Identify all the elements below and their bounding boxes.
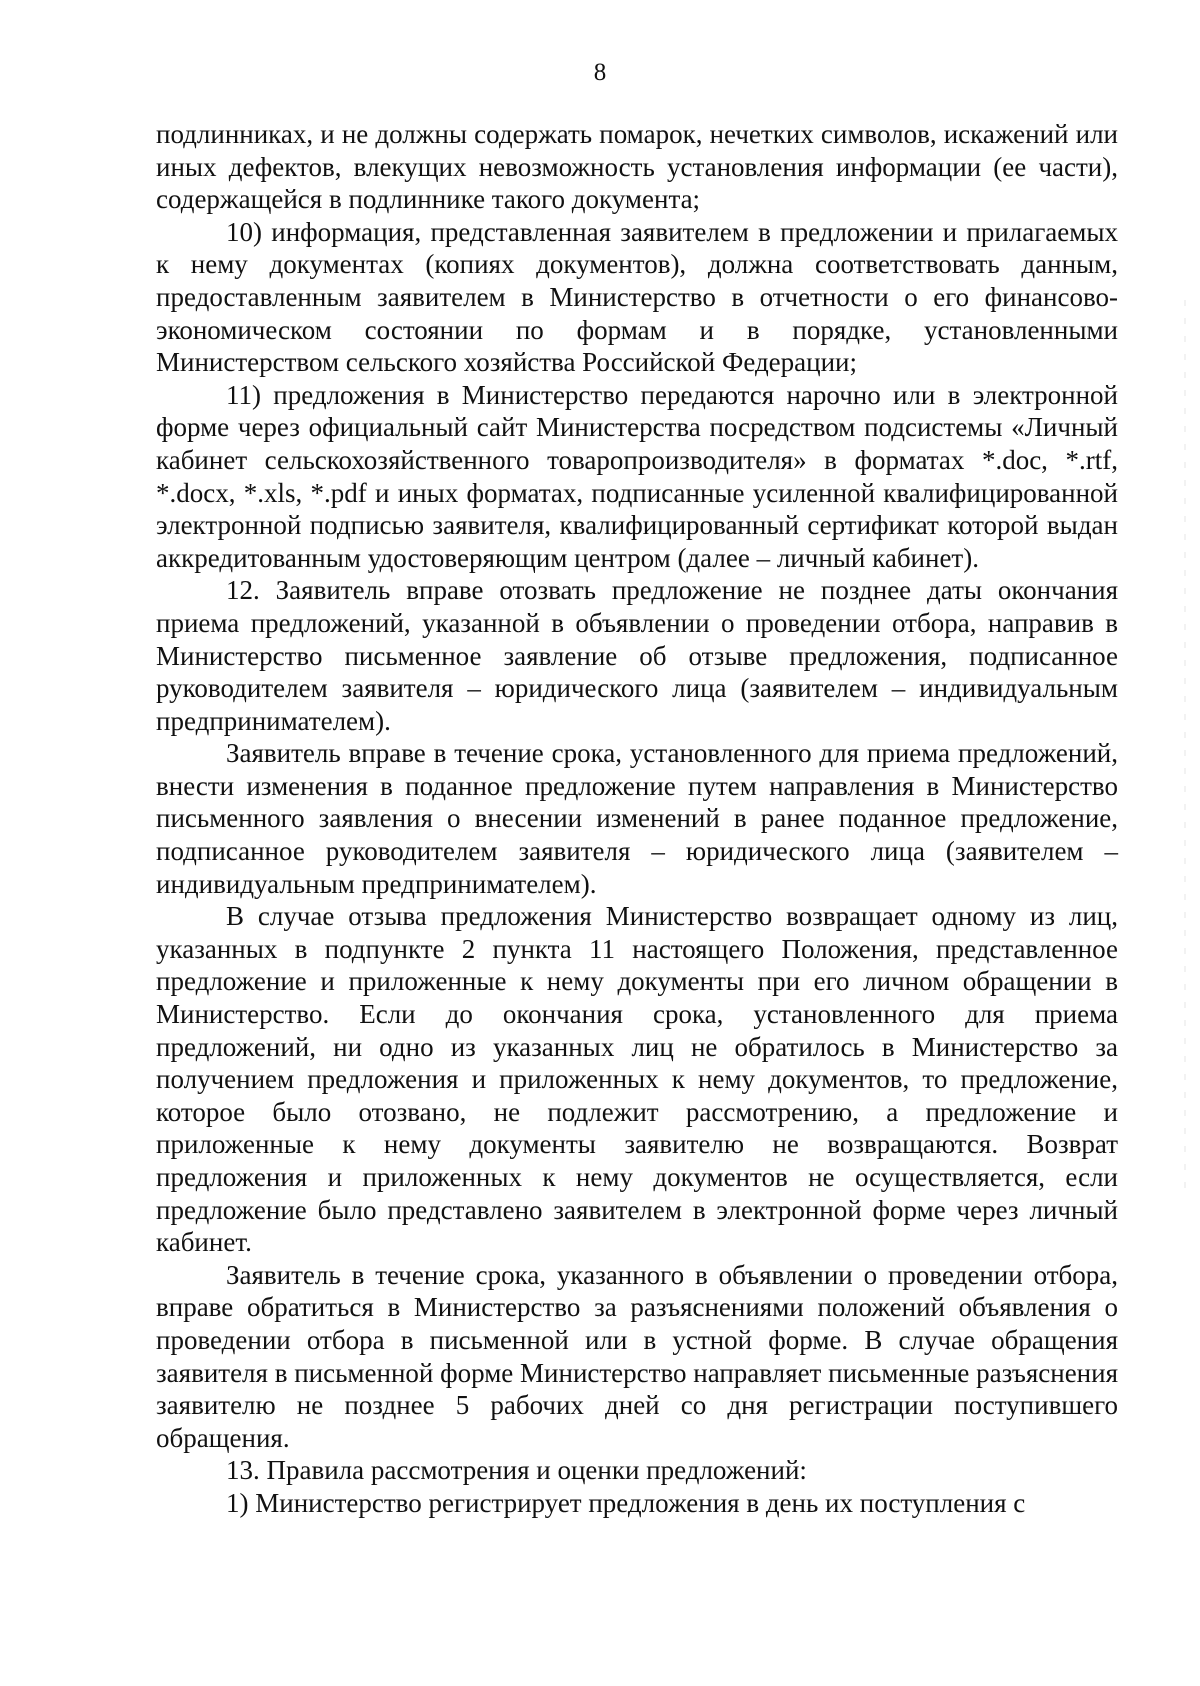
paragraph-section-12: 12. Заявитель вправе отозвать предложение не позднее даты окончания приема предложений, указанной в объявлении о проведении отбора, направив в Министерство письменное заявление об отзыве предложения, подписанное руководителем заявителя – юридического лица (заявителем – индивидуальным предпринимателем). xyxy=(156,575,1118,736)
paragraph-item-1: 1) Министерство регистрирует предложения в день их поступления с xyxy=(226,1487,1026,1518)
scan-edge-artifact xyxy=(1184,300,1186,1200)
paragraph-item-11: 11) предложения в Министерство передаются нарочно или в электронной форме через официальный сайт Министерства посредством подсистемы «Личный кабинет сельскохозяйственного товаропроизводителя» в форматах *.doc, *.rtf, *.docx, *.xls, *.pdf и иных форматах, подписанные усиленной квалифицированной электронной подписью заявителя, квалифицированный сертификат которой выдан аккредитованным удостоверяющим центром (далее – личный кабинет). xyxy=(156,379,1118,573)
paragraph-item-10: 10) информация, представленная заявителем в предложении и прилагаемых к нему документах (копиях документов), должна соответствовать данным, предоставленным заявителем в Министерство в отчетности о его финансово-экономическом состоянии по формам и в порядке, установленными Министерством сельского хозяйства Российской Федерации; xyxy=(156,216,1118,378)
paragraph-continuation: подлинниках, и не должны содержать помарок, нечетких символов, искажений или иных дефектов, влекущих невозможность установления информации (ее части), содержащейся в подлиннике такого документа; xyxy=(156,119,1118,215)
paragraph-clarifications: Заявитель в течение срока, указанного в объявлении о проведении отбора, вправе обратиться в Министерство за разъяснениями положений объявления о проведении отбора в письменной или в устной форме. В случае обращения заявителя в письменной форме Министерство направляет письменные разъяснения заявителю не позднее 5 рабочих дней со дня регистрации поступившего обращения. xyxy=(156,1259,1118,1453)
paragraph-section-13: 13. Правила рассмотрения и оценки предложений: xyxy=(226,1455,807,1486)
document-body xyxy=(156,118,1118,1520)
page-number: 8 xyxy=(593,59,607,86)
paragraph-withdrawal: В случае отзыва предложения Министерство возвращает одному из лиц, указанных в подпункте 2 пункта 11 настоящего Положения, представленное предложение и приложенные к нему документы при его личном обращении в Министерство. Если до окончания срока, установленного для приема предложений, ни одно из указанных лиц не обратилось в Министерство за получением предложения и приложенных к нему документов, то предложение, которое было отозвано, не подлежит рассмотрению, а предложение и приложенные к нему документы заявителю не возвращаются. Возврат предложения и приложенных к нему документов не осуществляется, если предложение было представлено заявителем в электронной форме через личный кабинет. xyxy=(156,901,1118,1258)
paragraph-changes: Заявитель вправе в течение срока, установленного для приема предложений, внести изменения в поданное предложение путем направления в Министерство письменного заявления о внесении изменений в ранее поданное предложение, подписанное руководителем заявителя – юридического лица (заявителем – индивидуальным предпринимателем). xyxy=(156,738,1118,899)
